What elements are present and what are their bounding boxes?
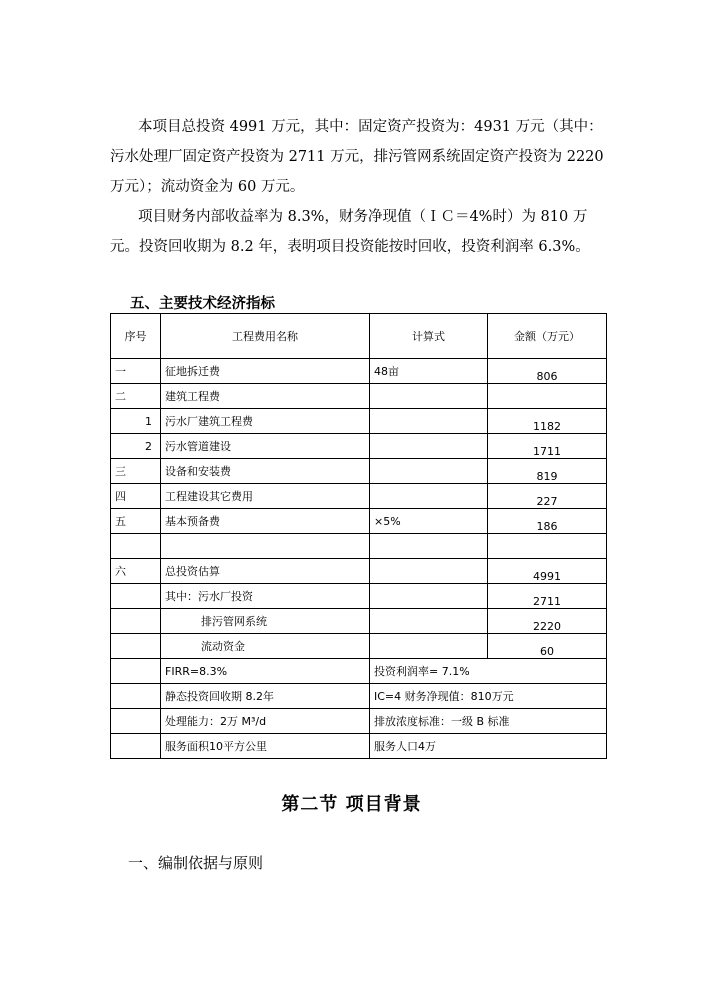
row-no: 二 xyxy=(111,384,161,409)
finance-paragraph: 项目财务内部收益率为 8.3%，财务净现值（ＩＣ＝4%时）为 810 万元。投资回收期为 8.2 年，表明项目投资能按时回收，投资利润率 6.3%。 xyxy=(110,209,590,255)
row-no xyxy=(111,584,161,609)
row-name: 总投资估算 xyxy=(161,559,370,584)
row-name: 基本预备费 xyxy=(161,509,370,534)
table-row xyxy=(111,584,607,609)
table-row xyxy=(111,534,607,559)
table-row xyxy=(111,484,607,509)
summary-right: 服务人口4万 xyxy=(370,734,607,759)
subheading: 一、编制依据与原则 xyxy=(128,854,264,872)
table-row xyxy=(111,634,607,659)
row-formula xyxy=(370,409,488,434)
summary-right: 投资利润率= 7.1% xyxy=(370,659,607,684)
row-amount: 227 xyxy=(488,484,607,509)
table-row xyxy=(111,384,607,409)
row-name: 流动资金 xyxy=(161,634,370,659)
table-row xyxy=(111,409,607,434)
investment-paragraph: 本项目总投资 4991 万元，其中：固定资产投资为：4931 万元（其中：污水处理厂固定资产投资为 2711 万元，排污管网系统固定资产投资为 2220 万元）；流动资金为 60 万元。 xyxy=(110,119,604,195)
summary-left: FIRR=8.3% xyxy=(161,659,370,684)
summary-left: 静态投资回收期 8.2年 xyxy=(161,684,370,709)
row-amount: 1711 xyxy=(488,434,607,459)
row-formula xyxy=(370,484,488,509)
row-formula: 48亩 xyxy=(370,359,488,384)
row-no: 2 xyxy=(111,434,161,459)
row-formula xyxy=(370,609,488,634)
table-row xyxy=(111,509,607,534)
row-name: 工程建设其它费用 xyxy=(161,484,370,509)
table-header-row xyxy=(111,314,607,359)
summary-right: IC=4 财务净现值：810万元 xyxy=(370,684,607,709)
row-formula: ×5% xyxy=(370,509,488,534)
row-name: 污水厂建筑工程费 xyxy=(161,409,370,434)
row-amount: 2220 xyxy=(488,609,607,634)
row-amount: 186 xyxy=(488,509,607,534)
row-name: 污水管道建设 xyxy=(161,434,370,459)
tech-econ-table xyxy=(110,313,607,759)
section-five-title: 五、主要技术经济指标 xyxy=(130,296,275,312)
row-formula xyxy=(370,584,488,609)
row-name: 建筑工程费 xyxy=(161,384,370,409)
row-no: 1 xyxy=(111,409,161,434)
row-formula xyxy=(370,634,488,659)
row-amount: 2711 xyxy=(488,584,607,609)
row-name: 排污管网系统 xyxy=(161,609,370,634)
section-heading: 第二节 项目背景 xyxy=(281,794,422,815)
summary-left: 处理能力：2万 M³/d xyxy=(161,709,370,734)
header-formula: 计算式 xyxy=(370,314,488,359)
row-amount: 60 xyxy=(488,634,607,659)
row-formula xyxy=(370,384,488,409)
table-row xyxy=(111,559,607,584)
row-no: 三 xyxy=(111,459,161,484)
row-no xyxy=(111,534,161,559)
summary-right: 排放浓度标准：一级 B 标准 xyxy=(370,709,607,734)
row-formula xyxy=(370,559,488,584)
summary-left: 服务面积10平方公里 xyxy=(161,734,370,759)
summary-row xyxy=(111,734,607,759)
row-amount: 1182 xyxy=(488,409,607,434)
table-row xyxy=(111,459,607,484)
row-no xyxy=(111,609,161,634)
row-amount: 4991 xyxy=(488,559,607,584)
summary-row xyxy=(111,659,607,684)
row-formula xyxy=(370,459,488,484)
summary-row xyxy=(111,709,607,734)
row-formula xyxy=(370,534,488,559)
row-amount: 819 xyxy=(488,459,607,484)
row-amount xyxy=(488,534,607,559)
row-name: 设备和安装费 xyxy=(161,459,370,484)
header-name: 工程费用名称 xyxy=(161,314,370,359)
table-row xyxy=(111,359,607,384)
header-amount: 金额（万元） xyxy=(488,314,607,359)
row-formula xyxy=(370,434,488,459)
header-no: 序号 xyxy=(111,314,161,359)
row-no: 六 xyxy=(111,559,161,584)
table-row xyxy=(111,434,607,459)
table-row xyxy=(111,609,607,634)
row-no: 一 xyxy=(111,359,161,384)
row-amount: 806 xyxy=(488,359,607,384)
row-no xyxy=(111,634,161,659)
row-amount xyxy=(488,384,607,409)
row-name: 其中：污水厂投资 xyxy=(161,584,370,609)
row-name: 征地拆迁费 xyxy=(161,359,370,384)
row-no: 四 xyxy=(111,484,161,509)
row-no: 五 xyxy=(111,509,161,534)
summary-row xyxy=(111,684,607,709)
row-name xyxy=(161,534,370,559)
